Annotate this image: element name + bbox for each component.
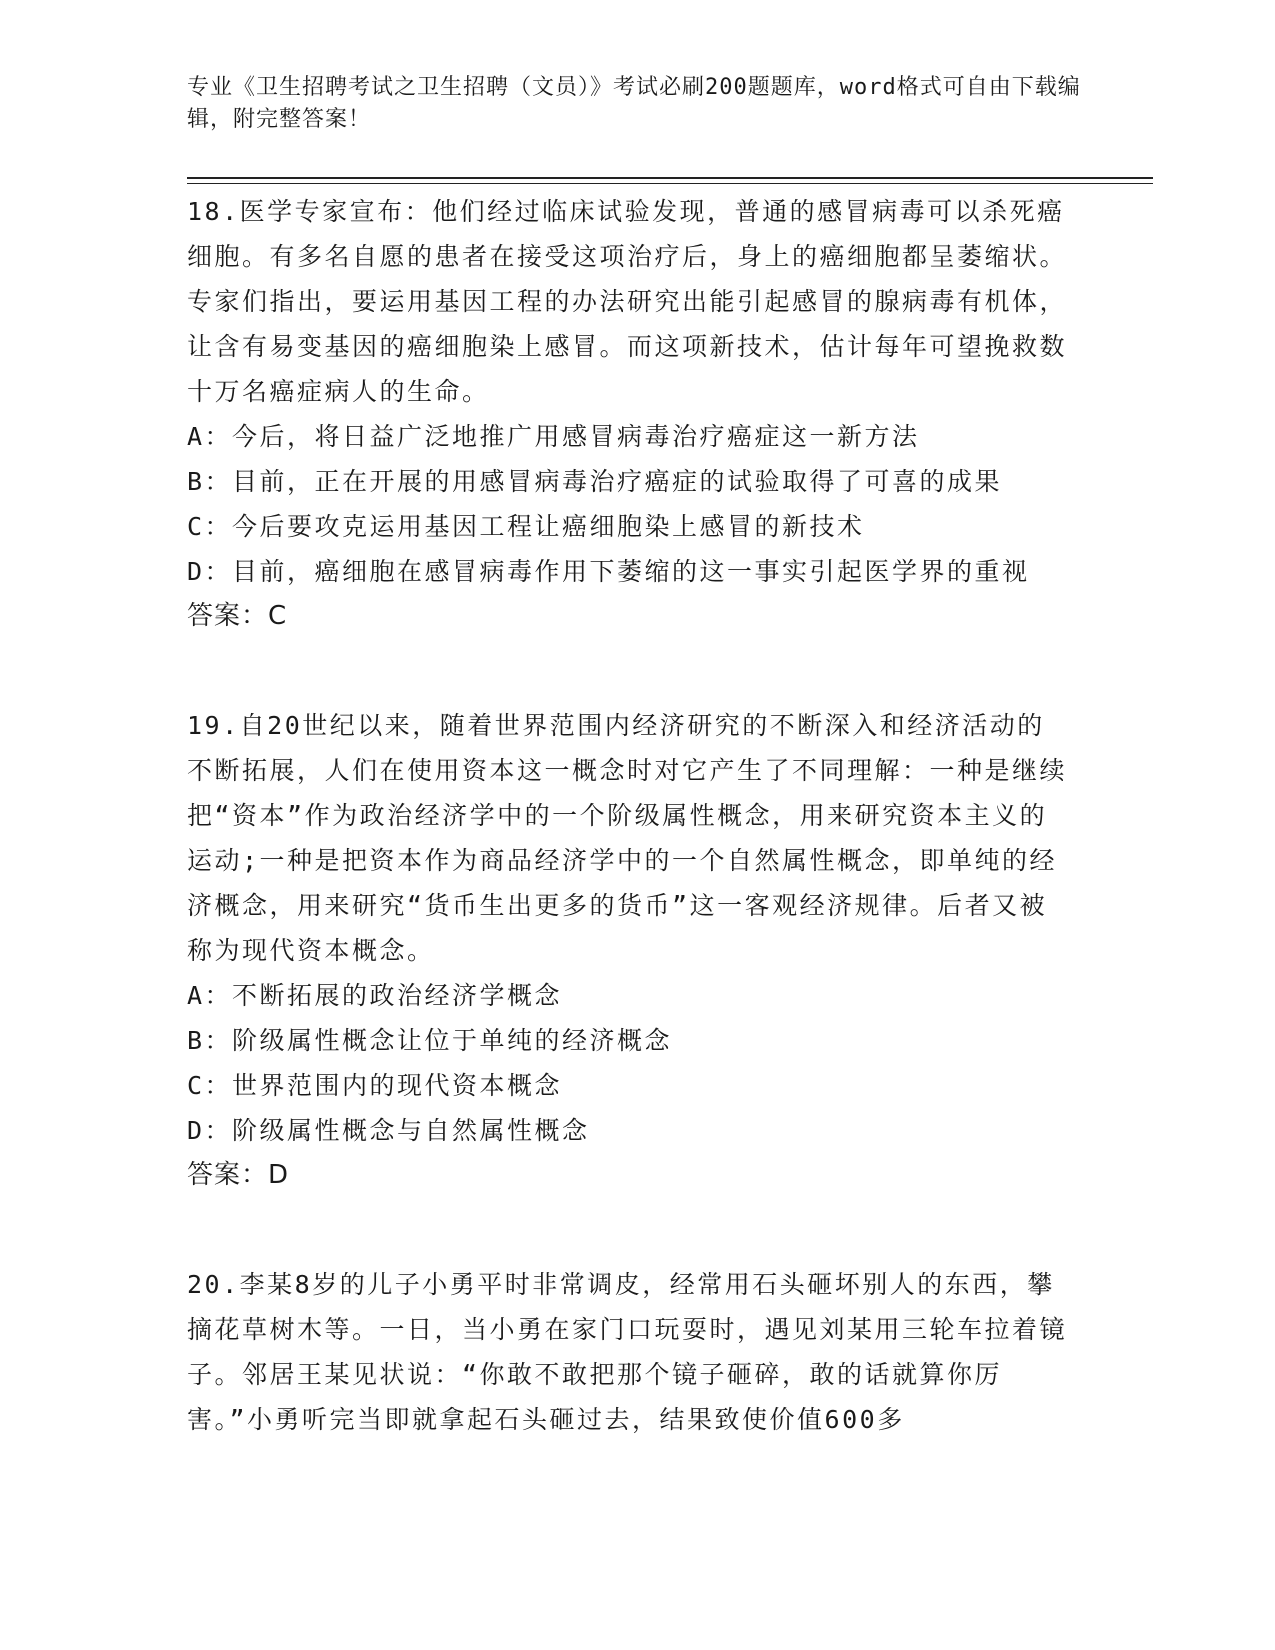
option-b: B：阶级属性概念让位于单纯的经济概念 xyxy=(187,1026,673,1055)
question-stem: 18.医学专家宣布：他们经过临床试验发现，普通的感冒病毒可以杀死癌细胞。有多名自愿的患者在接受这项治疗后，身上的癌细胞都呈萎缩状。专家们指出，要运用基因工程的办法研究出能引起感冒的腺病毒有机体，让含有易变基因的癌细胞染上感冒。而这项新技术，估计每年可望挽救数十万名癌症病人的生命。 xyxy=(187,197,1068,406)
answer-label: 答案：D xyxy=(187,1160,290,1190)
answer-label: 答案：C xyxy=(187,601,288,631)
header-divider-thick xyxy=(187,177,1153,179)
option-b: B：目前，正在开展的用感冒病毒治疗癌症的试验取得了可喜的成果 xyxy=(187,467,1003,496)
document-header: 专业《卫生招聘考试之卫生招聘（文员）》考试必刷200题题库，word格式可自由下载编辑，附完整答案！ xyxy=(187,75,1081,132)
option-d: D：阶级属性概念与自然属性概念 xyxy=(187,1116,590,1145)
option-a: A：不断拓展的政治经济学概念 xyxy=(187,981,563,1010)
option-c: C：今后要攻克运用基因工程让癌细胞染上感冒的新技术 xyxy=(187,512,865,541)
question-stem: 19.自20世纪以来，随着世界范围内经济研究的不断深入和经济活动的不断拓展，人们在使用资本这一概念时对它产生了不同理解：一种是继续把“资本”作为政治经济学中的一个阶级属性概念，用来研究资本主义的运动;一种是把资本作为商品经济学中的一个自然属性概念，即单纯的经济概念，用来研究“货币生出更多的货币”这一客观经济规律。后者又被称为现代资本概念。 xyxy=(187,711,1068,965)
question-stem: 20.李某8岁的儿子小勇平时非常调皮，经常用石头砸坏别人的东西，攀摘花草树木等。一日，当小勇在家门口玩耍时，遇见刘某用三轮车拉着镜子。邻居王某见状说：“你敢不敢把那个镜子砸碎，敢的话就算你厉害。”小勇听完当即就拿起石头砸过去，结果致使价值600多 xyxy=(187,1270,1068,1434)
question-19 xyxy=(187,703,1067,1198)
option-c: C：世界范围内的现代资本概念 xyxy=(187,1071,563,1100)
question-18 xyxy=(187,189,1067,639)
option-a: A：今后，将日益广泛地推广用感冒病毒治疗癌症这一新方法 xyxy=(187,422,920,451)
header-divider-thin xyxy=(187,183,1153,184)
question-20 xyxy=(187,1262,1067,1442)
question-list xyxy=(187,189,1067,1506)
option-d: D：目前，癌细胞在感冒病毒作用下萎缩的这一事实引起医学界的重视 xyxy=(187,557,1030,586)
